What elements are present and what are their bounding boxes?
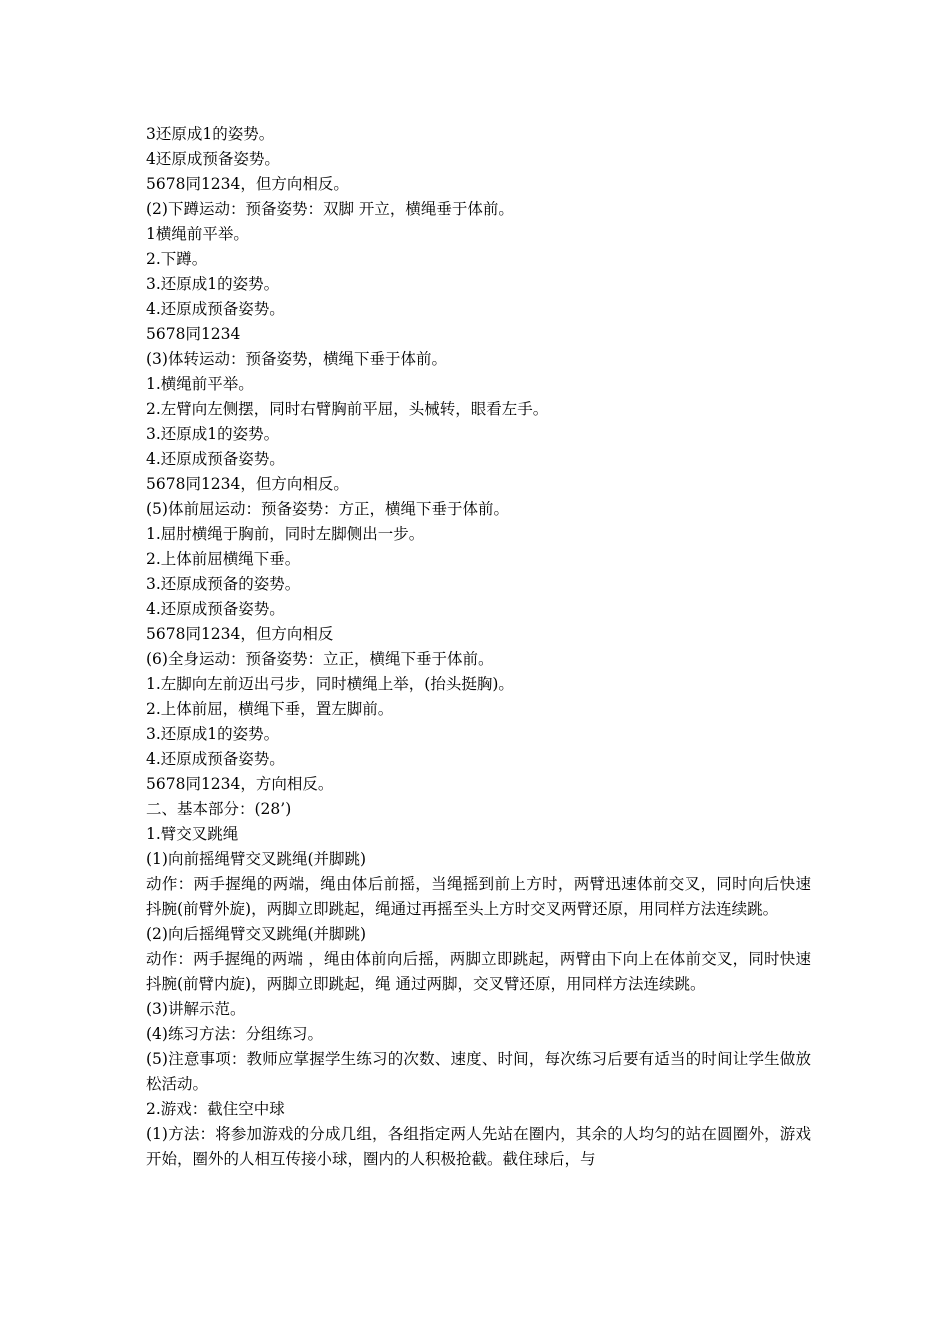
text-line: 2.上体前屈横绳下垂。 [146,550,301,568]
text-line: 5678同1234 [146,325,241,343]
paragraph-action-backward: 动作：两手握绳的两端 ，绳由体前向后摇，两脚立即跳起，两臂由下向上在体前交叉，同时快速抖腕(前臂内旋)，两脚立即跳起，绳 通过两脚，交叉臂还原，用同样方法连续跳。 [146,950,811,993]
text-line: 4.还原成预备姿势。 [146,300,285,318]
text-line: 4.还原成预备姿势。 [146,450,285,468]
text-line: 1.屈肘横绳于胸前，同时左脚侧出一步。 [146,525,425,543]
text-line: 3.还原成1的姿势。 [146,725,280,743]
text-line: 5678同1234，但方向相反。 [146,475,349,493]
text-line: (4)练习方法：分组练习。 [146,1025,323,1043]
section-heading: 2.游戏：截住空中球 [146,1100,285,1118]
paragraph-game-method: (1)方法：将参加游戏的分成几组，各组指定两人先站在圈内，其余的人均匀的站在圆圈外，游戏开始，圈外的人相互传接小球，圈内的人积极抢截。截住球后，与 [146,1125,811,1168]
text-line: 4.还原成预备姿势。 [146,750,285,768]
paragraph-action-forward: 动作：两手握绳的两端，绳由体后前摇，当绳摇到前上方时，两臂迅速体前交叉，同时向后快速抖腕(前臂外旋)，两脚立即跳起，绳通过再摇至头上方时交叉两臂还原，用同样方法连续跳。 [146,875,811,918]
section-heading: 1.臂交叉跳绳 [146,825,239,843]
text-line: 1.横绳前平举。 [146,375,254,393]
text-line: 1横绳前平举。 [146,225,249,243]
text-line: 5678同1234，方向相反。 [146,775,334,793]
text-line: 4.还原成预备姿势。 [146,600,285,618]
text-line: 2.左臂向左侧摆，同时右臂胸前平屈，头械转，眼看左手。 [146,400,549,418]
part-heading: 二、基本部分：(28’) [146,800,292,818]
text-line: 3.还原成1的姿势。 [146,425,280,443]
text-line: 4还原成预备姿势。 [146,150,280,168]
section-heading: (2)下蹲运动：预备姿势：双脚 开立，横绳垂于体前。 [146,200,514,218]
text-line: 5678同1234，但方向相反。 [146,175,349,193]
text-line: 1.左脚向左前迈出弓步，同时横绳上举，(抬头挺胸)。 [146,675,514,693]
document-page [146,122,811,1172]
subsection-heading: (2)向后摇绳臂交叉跳绳(并脚跳) [146,925,367,943]
text-line: 3还原成1的姿势。 [146,125,275,143]
text-line: 3.还原成1的姿势。 [146,275,280,293]
text-line: 5678同1234，但方向相反 [146,625,334,643]
text-line: 2.上体前屈，横绳下垂，置左脚前。 [146,700,394,718]
text-line: (3)讲解示范。 [146,1000,246,1018]
section-heading: (5)体前屈运动：预备姿势：方正，横绳下垂于体前。 [146,500,509,518]
subsection-heading: (1)向前摇绳臂交叉跳绳(并脚跳) [146,850,367,868]
text-line: 2.下蹲。 [146,250,208,268]
text-line: 3.还原成预备的姿势。 [146,575,301,593]
section-heading: (6)全身运动：预备姿势：立正，横绳下垂于体前。 [146,650,494,668]
paragraph-notes: (5)注意事项：教师应掌握学生练习的次数、速度、时间，每次练习后要有适当的时间让学生做放松活动。 [146,1050,811,1093]
section-heading: (3)体转运动：预备姿势，横绳下垂于体前。 [146,350,447,368]
